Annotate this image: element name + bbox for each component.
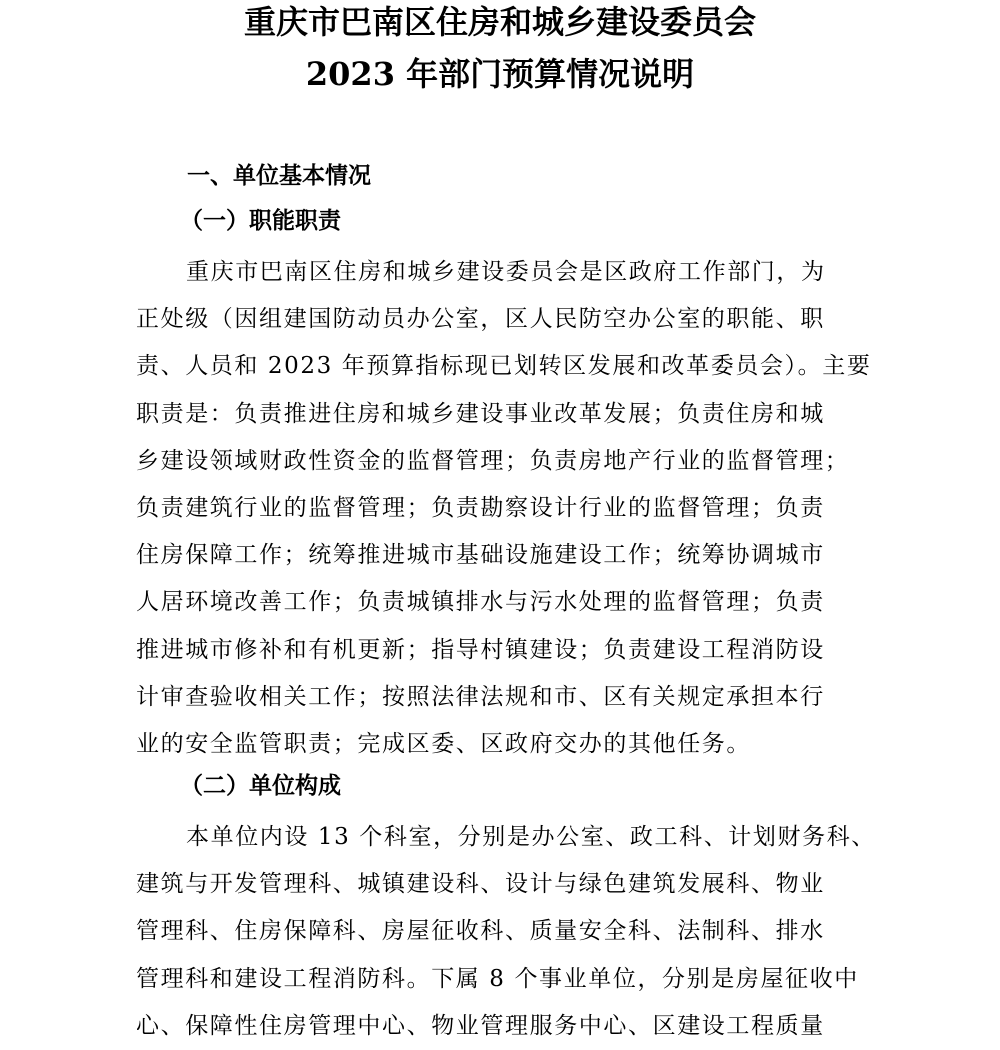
paragraph-line: 管理科、住房保障科、房屋征收科、质量安全科、法制科、排水 <box>136 918 825 945</box>
paragraph-line: 责、人员和 2023 年预算指标现已划转区发展和改革委员会）。主要 <box>136 353 872 380</box>
paragraph-line: 心、保障性住房管理中心、物业管理服务中心、区建设工程质量 <box>136 1012 825 1039</box>
paragraph-line: 建筑与开发管理科、城镇建设科、设计与绿色建筑发展科、物业 <box>136 871 825 898</box>
paragraph-line: 管理科和建设工程消防科。下属 8 个事业单位，分别是房屋征收中 <box>136 965 859 992</box>
section-heading-basic-info: 一、单位基本情况 <box>187 163 371 189</box>
paragraph-line: 业的安全监管职责；完成区委、区政府交办的其他任务。 <box>136 730 751 757</box>
paragraph-line: 重庆市巴南区住房和城乡建设委员会是区政府工作部门，为 <box>186 259 826 285</box>
paragraph-functions <box>136 249 896 768</box>
document-title-line-1: 重庆市巴南区住房和城乡建设委员会 <box>243 3 756 41</box>
paragraph-line: 推进城市修补和有机更新；指导村镇建设；负责建设工程消防设 <box>136 636 825 663</box>
paragraph-line: 负责建筑行业的监督管理；负责勘察设计行业的监督管理；负责 <box>136 494 825 521</box>
paragraph-line: 乡建设领域财政性资金的监督管理；负责房地产行业的监督管理； <box>136 447 850 474</box>
paragraph-line: 职责是：负责推进住房和城乡建设事业改革发展；负责住房和城 <box>136 400 825 427</box>
paragraph-line: 人居环境改善工作；负责城镇排水与污水处理的监督管理；负责 <box>136 589 825 616</box>
paragraph-line: 计审查验收相关工作；按照法律法规和市、区有关规定承担本行 <box>136 683 825 710</box>
paragraph-line: 本单位内设 13 个科室，分别是办公室、政工科、计划财务科、 <box>186 824 876 850</box>
subsection-heading-functions: （一）职能职责 <box>180 208 341 234</box>
paragraph-line: 住房保障工作；统筹推进城市基础设施建设工作；统筹协调城市 <box>136 542 825 569</box>
document-title-line-2: 2023 年部门预算情况说明 <box>305 55 695 93</box>
subsection-heading-composition: （二）单位构成 <box>180 773 341 799</box>
paragraph-line: 正处级（因组建国防动员办公室，区人民防空办公室的职能、职 <box>136 306 825 333</box>
paragraph-composition <box>136 814 896 1050</box>
